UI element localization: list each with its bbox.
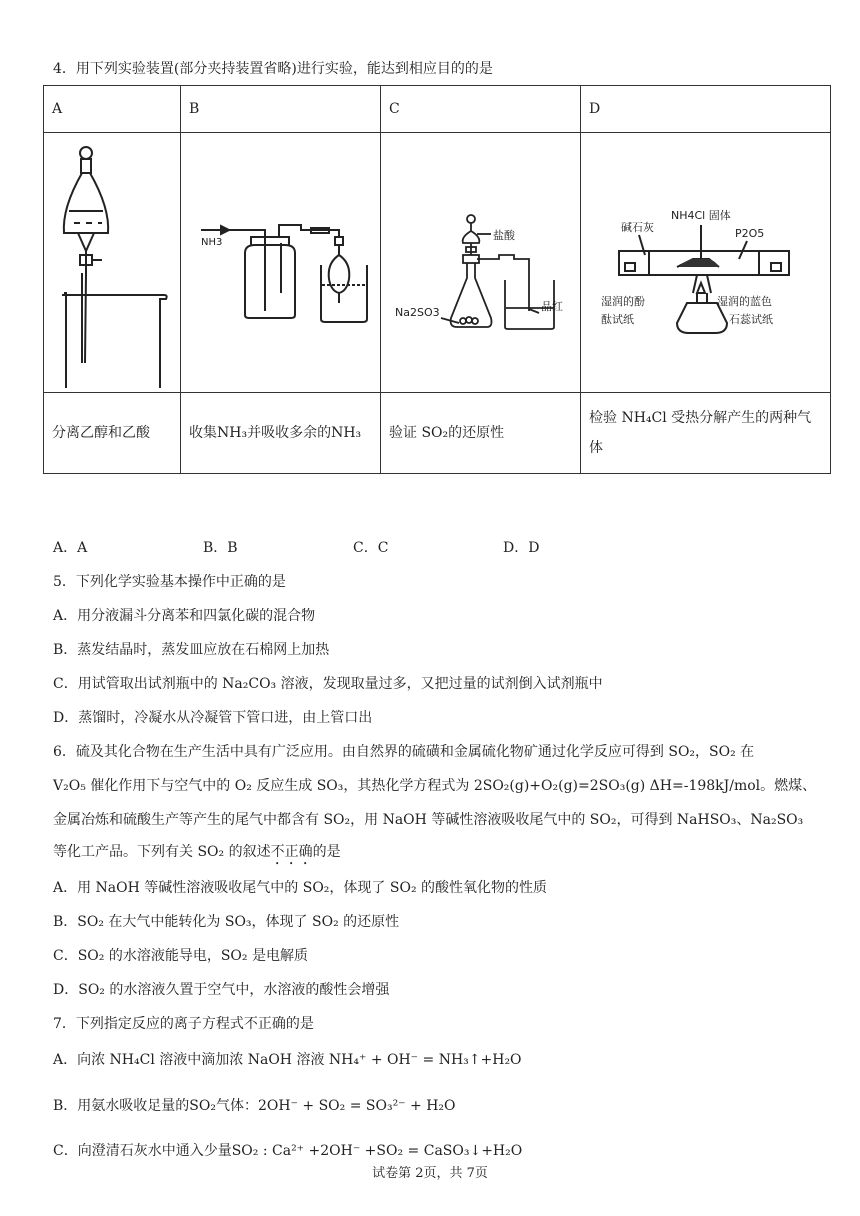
q7-option-a[interactable]: A．向浓 NH₄Cl 溶液中滴加浓 NaOH 溶液 NH₄⁺ + OH⁻ = NH₃↑+H₂O (53, 1052, 522, 1068)
pinhong-label: 品红 (541, 300, 563, 313)
header-b: B (181, 86, 381, 133)
choice-b[interactable]: B．B (203, 540, 238, 556)
na2so3-label: Na2SO3 (395, 306, 440, 319)
q4-choices (53, 537, 653, 557)
q5-title: 5．下列化学实验基本操作中正确的是 (53, 574, 286, 590)
apparatus-table (43, 85, 831, 474)
q6-option-d[interactable]: D．SO₂ 的水溶液久置于空气中，水溶液的酸性会增强 (53, 982, 390, 998)
q6-line-4-text: 等化工产品。下列有关 SO₂ 的叙述 (53, 844, 271, 860)
p2o5-label: P2O5 (735, 227, 765, 240)
header-c: C (381, 86, 581, 133)
q5-option-b[interactable]: B．蒸发结晶时，蒸发皿应放在石棉网上加热 (53, 642, 330, 658)
choice-c[interactable]: C．C (353, 540, 389, 556)
q5-option-c[interactable]: C．用试管取出试剂瓶中的 Na₂CO₃ 溶液，发现取量过多，又把过量的试剂倒入试剂瓶中 (53, 676, 603, 692)
choice-a[interactable]: A．A (53, 540, 88, 556)
jianshihui-label: 碱石灰 (621, 221, 654, 234)
gas-bottle-diagram (189, 133, 372, 388)
nh3-label: NH3 (201, 237, 223, 248)
diagram-a-cell (44, 133, 181, 393)
caption-d: 检验 NH₄Cl 受热分解产生的两种气体 (581, 393, 831, 474)
q4-title: 4．用下列实验装置(部分夹持装置省略)进行实验，能达到相应目的的是 (53, 61, 493, 77)
q7-option-c[interactable]: C．向澄清石灰水中通入少量SO₂ : Ca²⁺ +2OH⁻ +SO₂ = CaSO₃↓+H₂O (53, 1143, 523, 1159)
q7-title: 7．下列指定反应的离子方程式不正确的是 (53, 1016, 314, 1032)
q5-option-a[interactable]: A．用分液漏斗分离苯和四氯化碳的混合物 (53, 608, 316, 624)
nh4cl-label: NH4Cl 固体 (671, 209, 731, 222)
q6-option-b[interactable]: B．SO₂ 在大气中能转化为 SO₃，体现了 SO₂ 的还原性 (53, 914, 400, 930)
q6-line-3: 金属冶炼和硫酸生产等产生的尾气中都含有 SO₂，用 NaOH 等碱性溶液吸收尾气中的 SO₂，可得到 NaHSO₃、Na₂SO₃ (53, 812, 804, 828)
phenolphthalein-label-1: 湿润的酚 (601, 295, 645, 308)
header-d: D (581, 86, 831, 133)
q6-line-1: 6．硫及其化合物在生产生活中具有广泛应用。由自然界的硫磺和金属硫化物矿通过化学反应可得到 SO₂，SO₂ 在 (53, 744, 755, 760)
q5-option-d[interactable]: D．蒸馏时，冷凝水从冷凝管下管口进，由上管口出 (53, 710, 373, 726)
diagram-b-cell (181, 133, 381, 393)
q7-option-b[interactable]: B．用氨水吸收足量的SO₂气体：2OH⁻ + SO₂ = SO₃²⁻ + H₂O (53, 1098, 456, 1114)
separatory-funnel-diagram (52, 133, 172, 388)
q6-emphasis: 不正确 (270, 844, 313, 860)
caption-b: 收集NH₃并吸收多余的NH₃ (181, 393, 381, 474)
choice-d[interactable]: D．D (503, 540, 540, 556)
caption-a: 分离乙醇和乙酸 (44, 393, 181, 474)
hcl-label: 盐酸 (493, 229, 515, 242)
q6-line-2: V₂O₅ 催化作用下与空气中的 O₂ 反应生成 SO₃，其热化学方程式为 2SO₂(g)+O₂(g)=2SO₃(g) ΔH=-198kJ/mol。燃煤、 (53, 778, 817, 794)
page-footer: 试卷第 2页，共 7页 (372, 1166, 488, 1181)
q6-tail: 的是 (312, 844, 341, 860)
heating-tube-diagram (589, 133, 822, 388)
litmus-label-1: 湿润的蓝色 (717, 295, 772, 308)
caption-c: 验证 SO₂的还原性 (381, 393, 581, 474)
flask-diagram (389, 133, 572, 388)
phenolphthalein-label-2: 酞试纸 (601, 313, 634, 326)
diagram-d-cell (581, 133, 831, 393)
diagram-c-cell (381, 133, 581, 393)
header-a: A (44, 86, 181, 133)
litmus-label-2: 石蕊试纸 (729, 313, 773, 326)
q6-option-a[interactable]: A．用 NaOH 等碱性溶液吸收尾气中的 SO₂，体现了 SO₂ 的酸性氧化物的性质 (53, 880, 548, 896)
q6-line-4 (53, 841, 341, 868)
q6-option-c[interactable]: C．SO₂ 的水溶液能导电，SO₂ 是电解质 (53, 948, 308, 964)
